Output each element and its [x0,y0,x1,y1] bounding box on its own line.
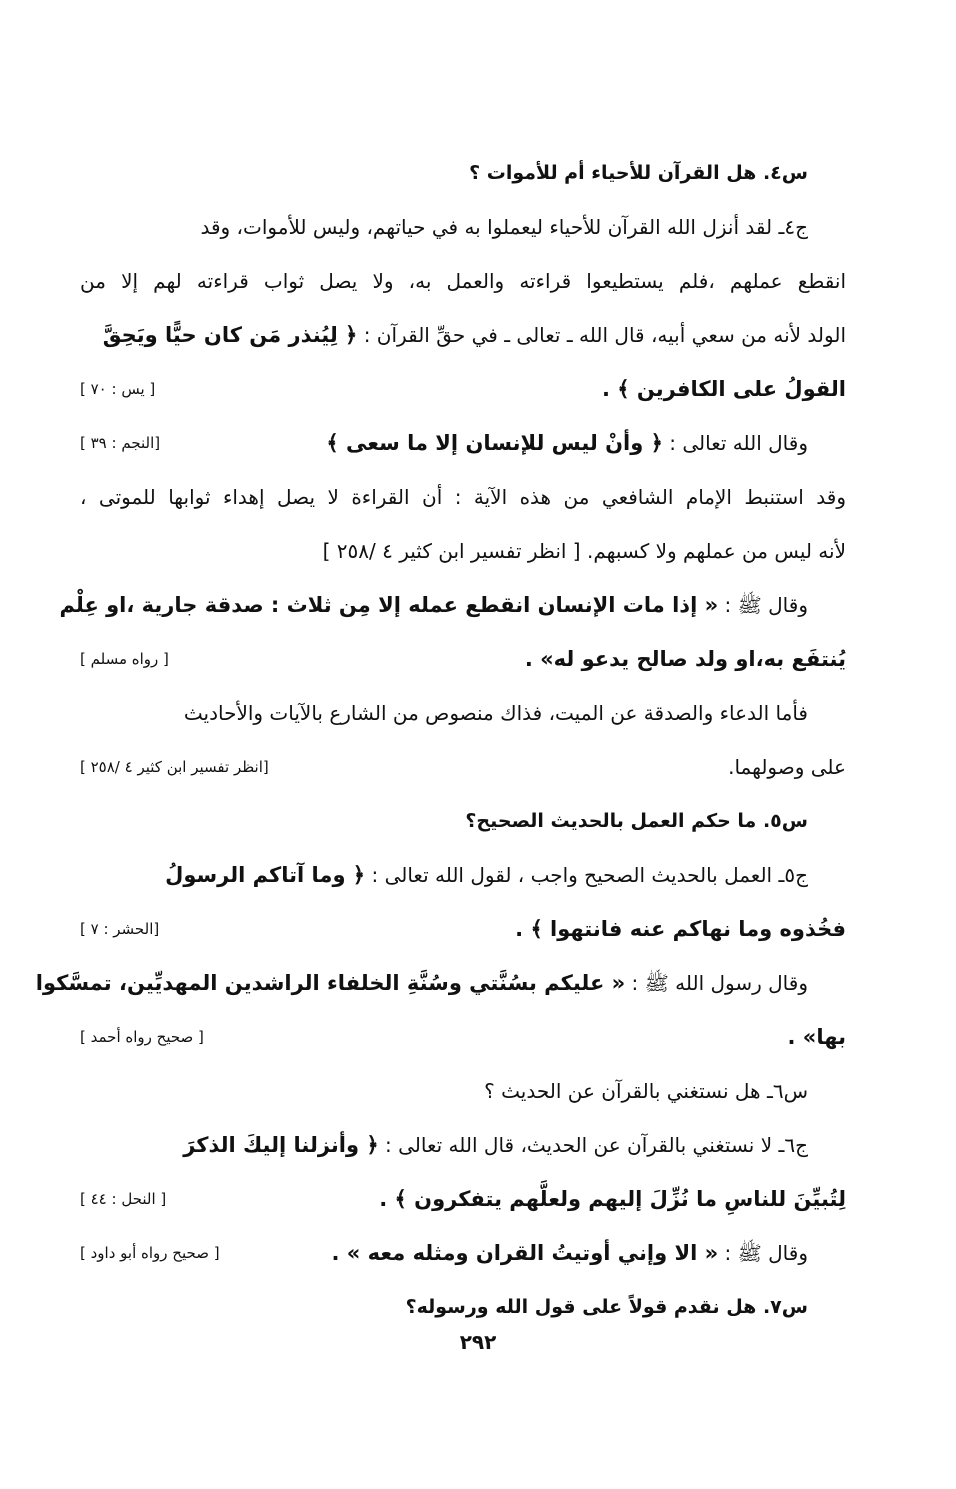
answer-4-line-5-row [80,420,846,474]
answer-6-line-3-text: وقال ﷺ : [724,1241,808,1265]
answer-5-line-3-text: وقال رسول الله ﷺ : [631,971,808,995]
reference-hashr: [الحشر : ٧ ] [80,920,160,938]
answer-6-line-2-row [80,1176,846,1230]
page-number: ٢٩٢ [459,1330,497,1354]
answer-4-line-7-row [80,528,846,582]
question-5-row [80,798,846,852]
reference-ibn-kathir: [انظر تفسير ابن كثير ٤ /٢٥٨ ] [80,758,269,776]
answer-4-line-2: انقطع عملهم ،فلم يستطيعوا قراءته والعمل به، ولا يصل ثواب قراءته لهم إلا من [80,269,846,293]
answer-4-line-11: على وصولهما. [728,755,846,779]
answer-5-line-4 [788,1022,847,1052]
answer-4-line-9-row [80,636,846,690]
hadith-quran-and-like: « الا وإني أوتيتُ القران ومثله معه » . [331,1241,719,1265]
quran-verse-yasin-start: ﴿ لِيُنذر مَن كان حيًّا ويَحِقَّ [102,323,358,347]
quran-verse-yasin-end: القولُ على الكافرين ﴾ . [601,377,846,401]
answer-4-line-7: لأنه ليس من عملهم ولا كسبهم. [ انظر تفسير ابن كثير ٤ /٢٥٨ ] [322,539,846,563]
answer-4-line-1-row [80,204,846,258]
answer-4-line-5-text: وقال الله تعالى : [669,431,808,455]
question-7: س٧. هل نقدم قولاً على قول الله ورسوله؟ [405,1296,808,1318]
answer-4-line-6: وقد استنبط الإمام الشافعي من هذه الآية : أن القراءة لا يصل إهداء ثوابها للموتى ، [80,485,846,509]
reference-najm: [النجم : ٣٩ ] [80,434,161,452]
answer-4-line-10: فأما الدعاء والصدقة عن الميت، فذاك منصوص من الشارع بالآيات والأحاديث [183,701,808,725]
answer-6-line-2 [379,1184,846,1214]
answer-6-line-1-row [80,1122,846,1176]
quran-verse-nahl-end: لِتُبيِّنَ للناسِ ما نُزِّلَ إليهم ولعلَّهم يتفكرون ﴾ . [379,1187,846,1211]
hadith-sunnah-start: « عليكم بسُنَّتي وسُنَّةِ الخلفاء الراشدين المهديِّين، تمسَّكوا [35,971,626,995]
answer-6-line-1 [183,1130,808,1160]
answer-4-line-1: ج٤ـ لقد أنزل الله القرآن للأحياء ليعملوا به في حياتهم، وليس للأموات، وقد [200,215,808,239]
answer-4-line-10-row [80,690,846,744]
reference-muslim: [ رواه مسلم ] [80,650,169,668]
question-4-row [80,150,846,204]
answer-4-line-2-row [80,258,846,312]
answer-4-line-8-text: وقال ﷺ : [724,593,808,617]
answer-4-line-4-row [80,366,846,420]
reference-abu-dawud: [ صحيح رواه أبو داود ] [80,1244,220,1262]
page-body [35,150,846,1338]
quran-verse-hashr-end: فخُذوه وما نهاكم عنه فانتهوا ﴾ . [515,917,846,941]
answer-5-line-1-row [80,852,846,906]
reference-ahmad: [ صحيح رواه أحمد ] [80,1028,204,1046]
answer-5-line-1 [165,860,808,890]
reference-nahl: [ النحل : ٤٤ ] [80,1190,167,1208]
answer-4-line-5 [326,428,808,458]
answer-4-line-3 [103,320,846,350]
answer-5-line-1-text: ج٥ـ العمل بالحديث الصحيح واجب ، لقول الله تعالى : [371,863,808,887]
answer-4-line-8-row [59,582,846,636]
answer-6-line-3 [332,1238,809,1268]
answer-5-line-2 [515,914,846,944]
answer-6-line-3-row [80,1230,846,1284]
question-4: س٤. هل القرآن للأحياء أم للأموات ؟ [469,162,808,184]
answer-4-line-6-row [80,474,846,528]
question-6: س٦ـ هل نستغني بالقرآن عن الحديث ؟ [484,1079,808,1103]
answer-4-line-3-text: الولد لأنه من سعي أبيه، قال الله ـ تعالى ـ في حقِّ القرآن : [363,323,846,347]
answer-4-line-3-row [80,312,846,366]
answer-4-line-9 [525,644,846,674]
hadith-three-deeds-end: يُنتفَع به،او ولد صالح يدعو له» . [524,647,846,671]
question-6-row [80,1068,846,1122]
answer-4-line-11-row [80,744,846,798]
answer-5-line-3-row [35,960,846,1014]
quran-verse-nahl-start: ﴿ وأنزلنا إليكَ الذكرَ [183,1133,379,1157]
hadith-three-deeds-start: « إذا مات الإنسان انقطع عمله إلا مِن ثلاث : صدقة جارية ،او عِلْم [59,593,719,617]
quran-verse-hashr-start: ﴿ وما آتاكم الرسولُ [165,863,366,887]
answer-5-line-4-row [80,1014,846,1068]
answer-4-line-4 [602,374,846,404]
answer-5-line-3 [36,968,808,998]
answer-5-line-2-row [80,906,846,960]
reference-yasin: [ يس : ٧٠ ] [80,380,156,398]
quran-verse-najm: ﴿ وأنْ ليس للإنسان إلا ما سعى ﴾ [326,431,663,455]
answer-4-line-8 [59,590,808,620]
hadith-sunnah-end: بها» . [787,1025,846,1049]
answer-6-line-1-text: ج٦ـ لا نستغني بالقرآن عن الحديث، قال الله تعالى : [385,1133,808,1157]
question-5: س٥. ما حكم العمل بالحديث الصحيح؟ [465,810,808,832]
